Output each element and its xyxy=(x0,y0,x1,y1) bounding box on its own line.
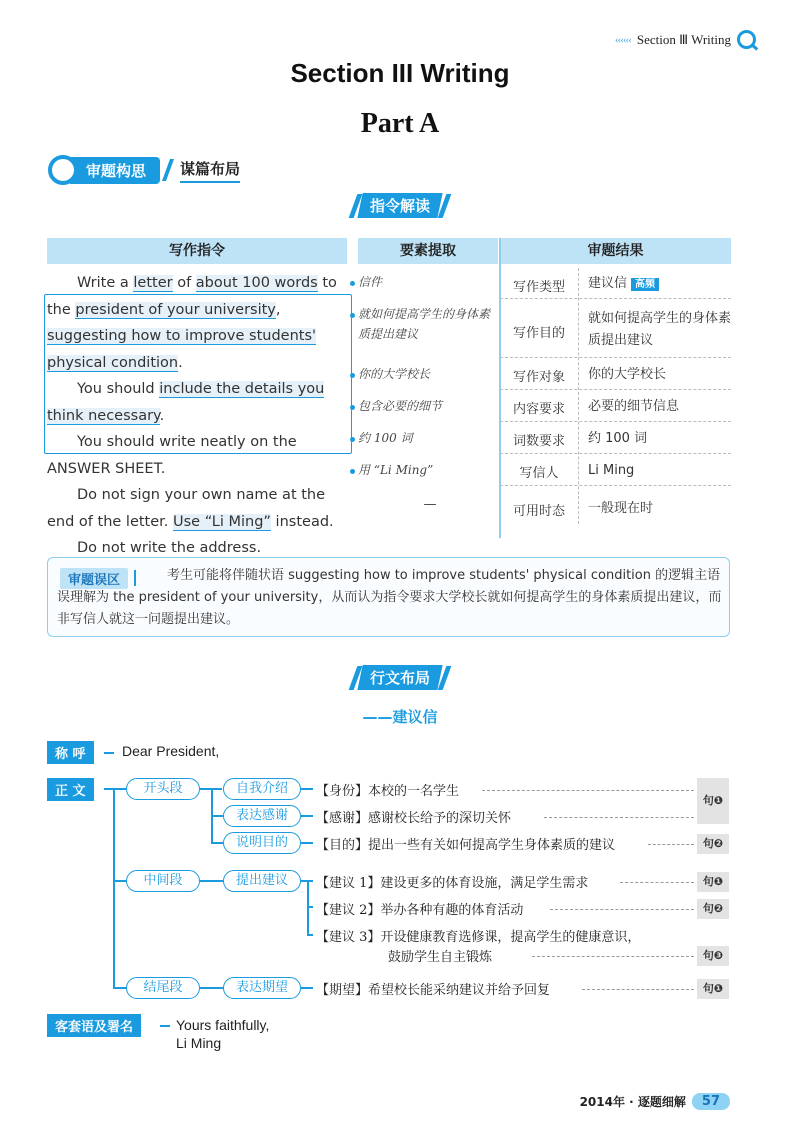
result-type: 可用时态 xyxy=(512,504,565,519)
outline-line: 【期望】希望校长能采纳建议并给予回复 xyxy=(316,983,551,998)
closing-block xyxy=(176,1016,269,1052)
element-item: 约 100 词 xyxy=(358,428,498,448)
pill-opening: 开头段 xyxy=(126,778,200,800)
ribbon-layout xyxy=(0,665,800,690)
sentence-tag: 句❷ xyxy=(697,899,729,919)
outline-title: ——建议信 xyxy=(362,708,438,726)
section-title: Section III Writing xyxy=(290,58,510,88)
badge-sub-label: 谋篇布局 xyxy=(180,158,240,183)
result-type: 内容要求 xyxy=(512,402,565,417)
outline-line: 【目的】提出一些有关如何提高学生身体素质的建议 xyxy=(316,838,616,853)
badge-divider xyxy=(162,159,174,181)
pill-thanks: 表达感谢 xyxy=(223,805,301,827)
footer-text: 2014年 · 逐题细解 xyxy=(579,1095,686,1109)
instruction-neat: You should write neatly on the ANSWER SHEET. xyxy=(47,434,297,477)
sentence-tag: 句❸ xyxy=(697,946,729,966)
result-type: 写作类型 xyxy=(512,280,565,295)
label-closing: 客套语及署名 xyxy=(47,1014,141,1037)
high-frequency-badge: 高频 xyxy=(631,278,659,291)
result-value: 约 100 词 xyxy=(588,431,648,446)
note-tag: 审题误区 xyxy=(60,568,128,589)
result-type: 词数要求 xyxy=(512,434,565,449)
ribbon-label: 指令解读 xyxy=(369,197,430,215)
label-body: 正 文 xyxy=(47,778,94,801)
ribbon-label: 行文布局 xyxy=(369,669,430,687)
pill-suggestions: 提出建议 xyxy=(223,870,301,892)
col-header-elements: 要素提取 xyxy=(358,238,498,264)
outline-line: 【身份】本校的一名学生 xyxy=(316,784,460,799)
pill-expectation: 表达期望 xyxy=(223,977,301,999)
element-empty: — xyxy=(423,497,437,512)
pill-middle: 中间段 xyxy=(126,870,200,892)
pill-ending: 结尾段 xyxy=(126,977,200,999)
section-badge xyxy=(48,155,240,185)
ribbon-instructions xyxy=(0,193,800,218)
sentence-tag: 句❷ xyxy=(697,834,729,854)
result-value: Li Ming xyxy=(588,463,635,478)
magnifier-icon xyxy=(48,155,78,185)
instruction-address: Do not write the address. xyxy=(77,540,262,556)
outline-line: 【建议 1】建设更多的体育设施，满足学生需求 xyxy=(316,876,589,891)
col-header-results: 审题结果 xyxy=(500,238,731,264)
col-header-instruction: 写作指令 xyxy=(47,238,347,264)
result-value: 就如何提高学生的身体素质提出建议 xyxy=(588,311,732,348)
note-text: 考生可能将伴随状语 suggesting how to improve students' physical condition 的逻辑主语误理解为 the president of your university，从而认为指令要求大学校长就如何提高学生的身体素质提出建议，而非写信人就这一问题提出建议。 xyxy=(57,568,722,627)
result-value: 一般现在时 xyxy=(588,501,654,516)
sentence-tag: 句❶ xyxy=(697,778,729,824)
outline-line: 【建议 2】举办各种有趣的体育活动 xyxy=(316,903,524,918)
signature: Li Ming xyxy=(176,1035,222,1051)
running-title: Section Ⅲ Writing xyxy=(636,31,731,47)
element-item: 用 “Li Ming” xyxy=(358,460,498,480)
result-type: 写信人 xyxy=(519,466,559,481)
closing-line: Yours faithfully, xyxy=(176,1017,270,1033)
element-item: 信件 xyxy=(358,272,498,292)
result-type: 写作目的 xyxy=(512,326,565,341)
instruction-para-1: Write a letter of about 100 words to the president of your university, suggesting how to improve students' physical condition. You should include the details you think necessary. You should write neatly on the ANSWER SHEET. Do not sign your own name at the end of the letter. Use “Li Ming” instead. Do not write the address. xyxy=(47,270,347,562)
pill-self-intro: 自我介绍 xyxy=(223,778,301,800)
element-item: 就如何提高学生的身体素质提出建议 xyxy=(358,304,493,344)
result-value: 必要的细节信息 xyxy=(588,399,680,414)
part-title: Part A xyxy=(360,108,440,139)
outline-line: 【建议 3】开设健康教育选修课，提高学生的健康意识， xyxy=(316,930,641,945)
page-footer xyxy=(580,1093,730,1110)
pill-purpose: 说明目的 xyxy=(223,832,301,854)
sentence-tag: 句❶ xyxy=(697,979,729,999)
page-number: 57 xyxy=(692,1093,730,1110)
label-salutation: 称 呼 xyxy=(47,741,94,764)
arrows-decor: ‹‹‹‹‹‹ xyxy=(614,33,631,46)
salutation-text: Dear President, xyxy=(122,743,220,759)
badge-main-label: 审题构思 xyxy=(70,157,160,184)
result-value: 你的大学校长 xyxy=(588,367,667,382)
sentence-tag: 句❶ xyxy=(697,872,729,892)
search-q-icon xyxy=(737,30,756,49)
element-item: 包含必要的细节 xyxy=(358,396,498,416)
running-header xyxy=(615,30,756,49)
outline-line: 【感谢】感谢校长给予的深切关怀 xyxy=(316,811,512,826)
result-type: 写作对象 xyxy=(512,370,565,385)
highlight-frame xyxy=(44,294,352,454)
outline-line: 鼓励学生自主锻炼 xyxy=(388,950,493,965)
result-value: 建议信 高频 xyxy=(588,273,738,296)
element-item: 你的大学校长 xyxy=(358,364,498,384)
